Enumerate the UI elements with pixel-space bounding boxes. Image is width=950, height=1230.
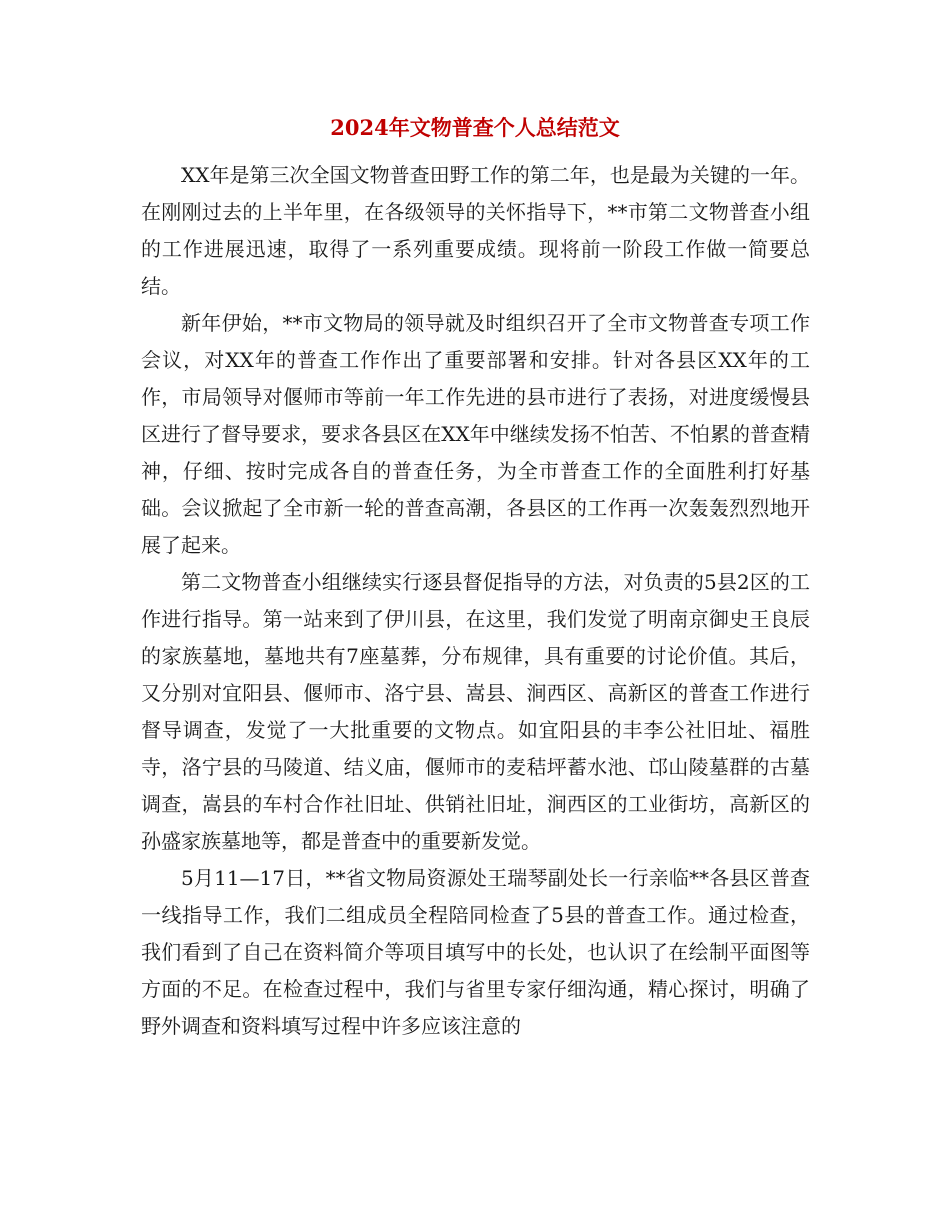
paragraph-2: 新年伊始，**市文物局的领导就及时组织召开了全市文物普查专项工作会议，对XX年的普查工作作出了重要部署和安排。针对各县区XX年的工作，市局领导对偃师市等前一年工作先进的县市进行了表扬，对进度缓慢县区进行了督导要求，要求各县区在XX年中继续发扬不怕苦、不怕累的普查精神，仔细、按时完成各自的普查任务，为全市普查工作的全面胜利打好基础。会议掀起了全市新一轮的普查高潮，各县区的工作再一次轰轰烈烈地开展了起来。 bbox=[141, 311, 810, 557]
paragraph-4: 5月11—17日，**省文物局资源处王瑞琴副处长一行亲临**各县区普查一线指导工作，我们二组成员全程陪同检查了5县的普查工作。通过检查，我们看到了自己在资料简介等项目填写中的长处，也认识了在绘制平面图等方面的不足。在检查过程中，我们与省里专家仔细沟通，精心探讨，明确了野外调查和资料填写过程中许多应该注意的 bbox=[141, 866, 810, 1038]
paragraph-3: 第二文物普查小组继续实行逐县督促指导的方法，对负责的5县2区的工作进行指导。第一站来到了伊川县，在这里，我们发觉了明南京御史王良辰的家族墓地，墓地共有7座墓葬，分布规律，具有重要的讨论价值。其后，又分别对宜阳县、偃师市、洛宁县、嵩县、涧西区、高新区的普查工作进行督导调查，发觉了一大批重要的文物点。如宜阳县的丰李公社旧址、福胜寺，洛宁县的马陵道、结义庙，偃师市的麦秸坪蓄水池、邙山陵墓群的古墓调查，嵩县的车村合作社旧址、供销社旧址，涧西区的工业街坊，高新区的孙盛家族墓地等，都是普查中的重要新发觉。 bbox=[141, 570, 810, 853]
document-body bbox=[141, 157, 810, 1045]
paragraph-1: XX年是第三次全国文物普查田野工作的第二年，也是最为关键的一年。在刚刚过去的上半年里，在各级领导的关怀指导下，**市第二文物普查小组的工作进展迅速，取得了一系列重要成绩。现将前一阶段工作做一简要总结。 bbox=[141, 163, 810, 298]
document-title: 2024年文物普查个人总结范文 bbox=[330, 115, 620, 140]
